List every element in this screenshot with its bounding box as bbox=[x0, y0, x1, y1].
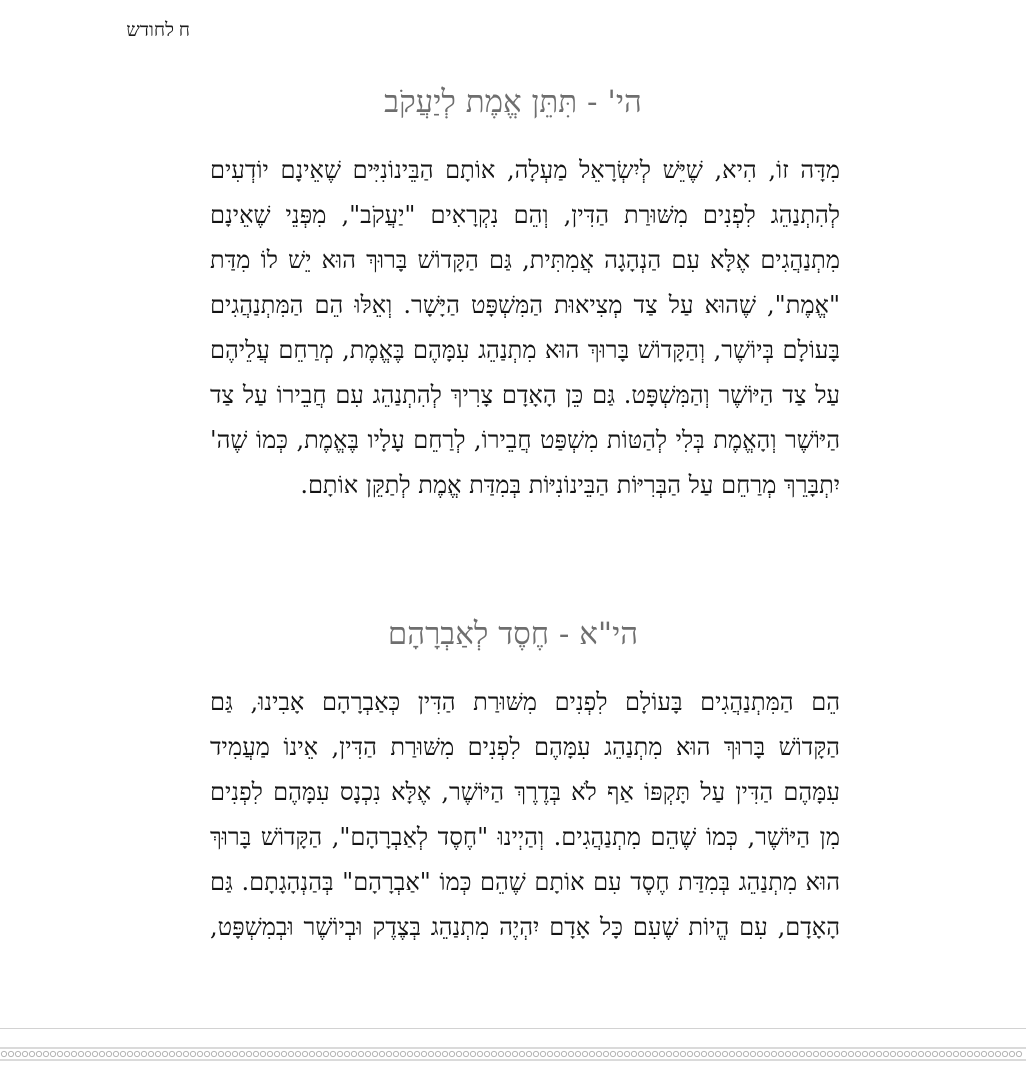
border-link bbox=[827, 1051, 832, 1056]
border-link bbox=[617, 1051, 622, 1056]
decorative-border bbox=[0, 1047, 1026, 1061]
border-link bbox=[190, 1051, 195, 1056]
border-link bbox=[813, 1051, 818, 1056]
text-line: "אֱמֶת", שֶׁהוּא עַל צַד מְצִיאוּת הַמִּשְׁפָּט הַיָּשָׁר. וְאֵלּוּ הֵם הַמִּתְנַהֲגִים bbox=[210, 291, 840, 319]
section-title: הי"א - חֶסֶד לְאַבְרָהָם bbox=[387, 616, 639, 652]
border-link bbox=[589, 1051, 594, 1056]
border-link bbox=[862, 1051, 867, 1056]
border-link bbox=[498, 1051, 503, 1056]
border-link bbox=[477, 1051, 482, 1056]
border-link bbox=[183, 1051, 188, 1056]
border-link bbox=[407, 1051, 412, 1056]
border-link bbox=[218, 1051, 223, 1056]
border-link bbox=[36, 1051, 41, 1056]
border-link bbox=[379, 1051, 384, 1056]
border-link bbox=[736, 1051, 741, 1056]
border-link bbox=[365, 1051, 370, 1056]
border-link bbox=[820, 1051, 825, 1056]
border-link bbox=[64, 1051, 69, 1056]
border-link bbox=[568, 1051, 573, 1056]
running-header: ח לחודש bbox=[126, 20, 190, 41]
border-link bbox=[771, 1051, 776, 1056]
text-line: הָאָדָם, עִם הֱיוֹת שֶׁעִם כָּל אָדָם יִהְיֶה מִתְנַהֵג בְּצֶדֶק וּבְיוֹשֶׁר וּבְמִשְׁפָּט, bbox=[210, 913, 840, 941]
border-link bbox=[253, 1051, 258, 1056]
border-link bbox=[106, 1051, 111, 1056]
border-link bbox=[673, 1051, 678, 1056]
border-link bbox=[687, 1051, 692, 1056]
border-link bbox=[533, 1051, 538, 1056]
border-link bbox=[225, 1051, 230, 1056]
text-line: לְהִתְנַהֵג לִפְנִים מִשּׁוּרַת הַדִּין, וְהֵם נִקְרָאִים "יַעֲקֹב", מִפְּנֵי שֶׁאֵינָם bbox=[210, 201, 840, 229]
border-link bbox=[722, 1051, 727, 1056]
border-link bbox=[50, 1051, 55, 1056]
border-link bbox=[176, 1051, 181, 1056]
border-link bbox=[946, 1051, 951, 1056]
border-link bbox=[932, 1051, 937, 1056]
border-link bbox=[925, 1051, 930, 1056]
border-link bbox=[141, 1051, 146, 1056]
border-link bbox=[134, 1051, 139, 1056]
border-link bbox=[323, 1051, 328, 1056]
border-link bbox=[540, 1051, 545, 1056]
text-line: הוּא מִתְנַהֵג בְּמִדַּת חֶסֶד עִם אוֹתָם שֶׁהֵם כְּמוֹ "אַבְרָהָם" בְּהַנְהָגָתָם. גַּם bbox=[210, 868, 840, 896]
border-link bbox=[113, 1051, 118, 1056]
border-link bbox=[428, 1051, 433, 1056]
border-link bbox=[449, 1051, 454, 1056]
border-link bbox=[512, 1051, 517, 1056]
border-link bbox=[869, 1051, 874, 1056]
border-link bbox=[575, 1051, 580, 1056]
border-link bbox=[904, 1051, 909, 1056]
border-link bbox=[22, 1051, 27, 1056]
border-link bbox=[463, 1051, 468, 1056]
border-link bbox=[624, 1051, 629, 1056]
border-link bbox=[561, 1051, 566, 1056]
border-link bbox=[316, 1051, 321, 1056]
border-link bbox=[1009, 1051, 1014, 1056]
border-link bbox=[400, 1051, 405, 1056]
border-link bbox=[1, 1051, 6, 1056]
border-link bbox=[757, 1051, 762, 1056]
border-link bbox=[15, 1051, 20, 1056]
border-link bbox=[29, 1051, 34, 1056]
border-link bbox=[442, 1051, 447, 1056]
border-link bbox=[204, 1051, 209, 1056]
border-link bbox=[232, 1051, 237, 1056]
border-link bbox=[694, 1051, 699, 1056]
border-link bbox=[841, 1051, 846, 1056]
border-link bbox=[883, 1051, 888, 1056]
border-link bbox=[295, 1051, 300, 1056]
border-link bbox=[792, 1051, 797, 1056]
border-link bbox=[309, 1051, 314, 1056]
border-link bbox=[911, 1051, 916, 1056]
border-link bbox=[953, 1051, 958, 1056]
border-link bbox=[715, 1051, 720, 1056]
border-link bbox=[785, 1051, 790, 1056]
text-line: עִמָּהֶם הַדִּין עַל תָּקְפּוֹ אַף לֹא בְּדֶרֶךְ הַיּוֹשֶׁר, אֶלָּא נִכְנָס עִמָּהֶם לִפְנִים bbox=[210, 778, 840, 806]
border-link bbox=[645, 1051, 650, 1056]
border-link bbox=[372, 1051, 377, 1056]
border-link bbox=[414, 1051, 419, 1056]
text-line: הַקָּדוֹשׁ בָּרוּךְ הוּא מִתְנַהֵג עִמָּהֶם לִפְנִים מִשּׁוּרַת הַדִּין, אֵינוֹ מַעֲמִיד bbox=[210, 733, 840, 761]
border-link bbox=[274, 1051, 279, 1056]
border-link bbox=[855, 1051, 860, 1056]
border-link bbox=[470, 1051, 475, 1056]
border-link bbox=[99, 1051, 104, 1056]
border-link bbox=[995, 1051, 1000, 1056]
border-link bbox=[155, 1051, 160, 1056]
border-link bbox=[491, 1051, 496, 1056]
border-link bbox=[456, 1051, 461, 1056]
border-link bbox=[680, 1051, 685, 1056]
border-link bbox=[848, 1051, 853, 1056]
border-link bbox=[526, 1051, 531, 1056]
border-link bbox=[974, 1051, 979, 1056]
border-link bbox=[344, 1051, 349, 1056]
border-link bbox=[897, 1051, 902, 1056]
border-link bbox=[484, 1051, 489, 1056]
border-link bbox=[43, 1051, 48, 1056]
border-link bbox=[246, 1051, 251, 1056]
text-line: יִתְבָּרֵךְ מְרַחֵם עַל הַבְּרִיּוֹת הַבֵּינוֹנִיּוֹת בְּמִדַּת אֱמֶת לְתַקֵּן אוֹתָם. bbox=[300, 471, 840, 499]
border-link bbox=[92, 1051, 97, 1056]
border-link bbox=[967, 1051, 972, 1056]
border-link bbox=[393, 1051, 398, 1056]
border-link bbox=[918, 1051, 923, 1056]
border-link bbox=[281, 1051, 286, 1056]
border-link bbox=[834, 1051, 839, 1056]
border-link bbox=[386, 1051, 391, 1056]
border-link bbox=[127, 1051, 132, 1056]
border-link bbox=[260, 1051, 265, 1056]
border-link bbox=[743, 1051, 748, 1056]
border-link bbox=[162, 1051, 167, 1056]
border-link bbox=[169, 1051, 174, 1056]
border-link bbox=[652, 1051, 657, 1056]
section-body bbox=[210, 148, 840, 508]
border-link bbox=[85, 1051, 90, 1056]
border-link bbox=[988, 1051, 993, 1056]
text-line: בָּעוֹלָם בְּיוֹשֶׁר, וְהַקָּדוֹשׁ בָּרוּךְ הוּא מִתְנַהֵג עִמָּהֶם בֶּאֱמֶת, מְרַחֵם עֲלֵיהֶם bbox=[210, 336, 840, 364]
border-link bbox=[120, 1051, 125, 1056]
border-link bbox=[197, 1051, 202, 1056]
border-link bbox=[701, 1051, 706, 1056]
section-title: הי' - תִּתֵּן אֱמֶת לְיַעֲקֹב bbox=[384, 84, 642, 120]
border-link bbox=[960, 1051, 965, 1056]
border-link bbox=[78, 1051, 83, 1056]
section-body bbox=[210, 680, 840, 950]
border-link bbox=[631, 1051, 636, 1056]
border-link bbox=[876, 1051, 881, 1056]
border-link bbox=[1002, 1051, 1007, 1056]
border-link bbox=[659, 1051, 664, 1056]
border-link bbox=[799, 1051, 804, 1056]
border-link bbox=[764, 1051, 769, 1056]
text-line: מִתְנַהֲגִים אֶלָּא עִם הַנְהָגָה אֲמִתִּית, גַּם הַקָּדוֹשׁ בָּרוּךְ הוּא יֵשׁ לוֹ מִדַּת bbox=[210, 246, 840, 274]
border-link bbox=[267, 1051, 272, 1056]
border-link bbox=[421, 1051, 426, 1056]
border-link bbox=[939, 1051, 944, 1056]
border-link bbox=[638, 1051, 643, 1056]
border-link bbox=[239, 1051, 244, 1056]
border-link bbox=[1016, 1051, 1021, 1056]
border-link bbox=[582, 1051, 587, 1056]
border-link bbox=[596, 1051, 601, 1056]
border-link bbox=[358, 1051, 363, 1056]
text-line: עַל צַד הַיּוֹשֶׁר וְהַמִּשְׁפָּט. גַּם כֵּן הָאָדָם צָרִיךְ לְהִתְנַהֵג עִם חֲבֵירוֹ עַל צַד bbox=[210, 381, 840, 409]
border-link bbox=[778, 1051, 783, 1056]
border-link bbox=[729, 1051, 734, 1056]
border-link bbox=[890, 1051, 895, 1056]
border-link bbox=[57, 1051, 62, 1056]
text-line: הַיּוֹשֶׁר וְהָאֱמֶת בְּלִי לְהַטּוֹת מִשְׁפַּט חֲבֵירוֹ, לְרַחֵם עָלָיו בֶּאֱמֶת, כְּמוֹ שֶׁה' bbox=[210, 426, 840, 454]
border-link bbox=[610, 1051, 615, 1056]
border-link bbox=[750, 1051, 755, 1056]
border-link bbox=[211, 1051, 216, 1056]
border-link bbox=[8, 1051, 13, 1056]
text-line: הֵם הַמִּתְנַהֲגִים בָּעוֹלָם לִפְנִים מִשּׁוּרַת הַדִּין כְּאַבְרָהָם אָבִינוּ, גַּם bbox=[210, 688, 840, 716]
border-link bbox=[435, 1051, 440, 1056]
text-line: מִן הַיּוֹשֶׁר, כְּמוֹ שֶׁהֵם מִתְנַהֲגִים. וְהַיְינוּ "חֶסֶד לְאַבְרָהָם", הַקָּדוֹשׁ בָּרוּךְ bbox=[210, 823, 840, 851]
border-link bbox=[666, 1051, 671, 1056]
border-link bbox=[330, 1051, 335, 1056]
page-divider bbox=[0, 1028, 1026, 1029]
border-link bbox=[554, 1051, 559, 1056]
border-link bbox=[351, 1051, 356, 1056]
border-link bbox=[337, 1051, 342, 1056]
border-link bbox=[302, 1051, 307, 1056]
border-link bbox=[547, 1051, 552, 1056]
border-link bbox=[71, 1051, 76, 1056]
text-line: מִדָּה זוֹ, הִיא, שֶׁיֵּשׁ לְיִשְׂרָאֵל מַעְלָה, אוֹתָם הַבֵּינוֹנִיִּים שֶׁאֵינָם יוֹדְעִים bbox=[210, 156, 840, 184]
border-link bbox=[806, 1051, 811, 1056]
border-link bbox=[148, 1051, 153, 1056]
border-link bbox=[519, 1051, 524, 1056]
border-link bbox=[288, 1051, 293, 1056]
border-link bbox=[505, 1051, 510, 1056]
border-link bbox=[708, 1051, 713, 1056]
border-link bbox=[603, 1051, 608, 1056]
border-link bbox=[981, 1051, 986, 1056]
